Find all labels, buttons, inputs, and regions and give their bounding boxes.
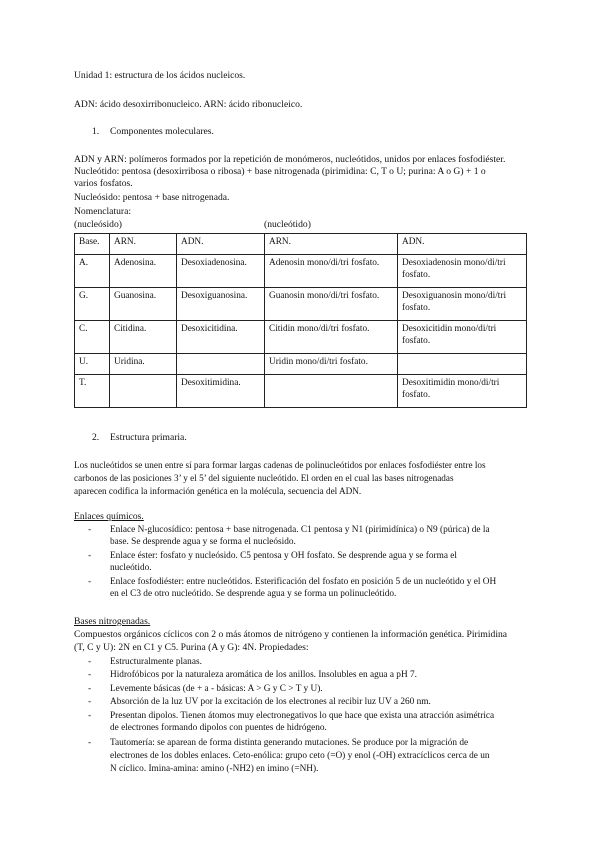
table-cell: Desoxitimidina.: [177, 375, 265, 408]
enlaces-item-line: base. Se desprende agua y se forma el nucleósido.: [110, 537, 296, 547]
bases-intro-line: (T, C y U): 2N en C1 y C5. Purina (A y G): 4N. Propiedades:: [74, 642, 309, 653]
table-row: [75, 321, 527, 354]
table-cell: Desoxiguanosina.: [177, 288, 265, 321]
table-cell: Citidina.: [110, 321, 177, 354]
enlaces-item-line: Enlace fosfodiéster: entre nucleótidos. Esterificación del fosfato en posición 5 de un nucleótido y el OH: [110, 577, 497, 587]
section1-line: Nomenclatura:: [74, 206, 132, 217]
nucleotido-label: (nucleótido): [264, 219, 311, 230]
table-cell: Uridina.: [110, 354, 177, 375]
table-cell: U.: [75, 354, 110, 375]
enlaces-heading: Enlaces químicos.: [74, 511, 144, 522]
table-row: [75, 288, 527, 321]
section1-line: Nucleótido: pentosa (desoxirribosa o ribosa) + base nitrogenada (pirimidina: C, T o U; purina: A o G) + 1 o: [74, 166, 486, 177]
table-header-cell: ADN.: [398, 234, 527, 255]
bullet-dash: -: [88, 683, 92, 694]
section1-line: varios fosfatos.: [74, 178, 133, 189]
table-cell: Desoxitimidin mono/di/tri fosfato.: [398, 375, 527, 408]
bases-item-line: Hidrofóbicos por la naturaleza aromática de los anillos. Insolubles en agua a pH 7.: [110, 670, 417, 680]
bases-item-line: Estructuralmente planas.: [110, 657, 202, 667]
bases-intro-line: Compuestos orgánicos cíclicos con 2 o más átomos de nitrógeno y contienen la información genética. Pirimidina: [74, 629, 508, 640]
table-header-cell: ADN.: [177, 234, 265, 255]
bases-item-line: Presentan dipolos. Tienen átomos muy electronegativos lo que hace que exista una atracción asimétrica: [110, 711, 495, 721]
bullet-dash: -: [88, 656, 92, 667]
enlaces-item-line: nucleótido.: [110, 563, 152, 573]
table-cell: Citidin mono/di/tri fosfato.: [265, 321, 398, 354]
table-cell: Uridin mono/di/tri fosfato.: [265, 354, 398, 375]
bullet-dash: -: [88, 524, 92, 535]
table-cell: G.: [75, 288, 110, 321]
table-cell: Guanosina.: [110, 288, 177, 321]
table-header-cell: Base.: [75, 234, 110, 255]
section1-line: Nucleósido: pentosa + base nitrogenada.: [74, 192, 230, 203]
section1-number: 1.: [92, 126, 100, 137]
table-cell: Desoxiadenosina.: [177, 255, 265, 288]
table-cell: [265, 375, 398, 408]
nomenclature-table: [74, 233, 527, 408]
bases-item-line: electrones de los dobles enlaces. Ceto-enólica: grupo ceto (=O) y enol (-OH) extracíclicos cerca de un: [110, 751, 490, 761]
definitions-line: ADN: ácido desoxirribonucleico. ARN: ácido ribonucleico.: [74, 99, 303, 110]
bullet-dash: -: [88, 696, 92, 707]
table-header-cell: ARN.: [265, 234, 398, 255]
bullet-dash: -: [88, 550, 92, 561]
bases-heading: Bases nitrogenadas.: [74, 616, 151, 627]
bases-item-line: Tautomería: se aparean de forma distinta generando mutaciones. Se produce por la migración de: [110, 738, 469, 748]
bases-item-line: de electrones formando dipolos con puentes de hidrógeno.: [110, 723, 327, 733]
table-cell: [398, 354, 527, 375]
section2-paragraph-line: carbonos de las posiciones 3’ y el 5’ del siguiente nucleótido. El orden en el cual las bases nitrogenadas: [74, 473, 454, 483]
table-cell: Adenosina.: [110, 255, 177, 288]
table-row: [75, 255, 527, 288]
table-cell: Desoxicitidina.: [177, 321, 265, 354]
enlaces-item-line: Enlace éster: fosfato y nucleósido. C5 pentosa y OH fosfato. Se desprende agua y se forma el: [110, 551, 457, 561]
table-header-row: [75, 234, 527, 255]
table-row: [75, 375, 527, 408]
bullet-dash: -: [88, 710, 92, 721]
enlaces-item-line: en el C3 de otro nucleótido. Se desprende agua y se forma un polinucleótido.: [110, 589, 397, 599]
section1-line: ADN y ARN: polímeros formados por la repetición de monómeros, nucleótidos, unidos por enlaces fosfodiéster.: [74, 154, 506, 165]
nucleosido-label: (nucleósido): [74, 219, 122, 230]
section2-paragraph-line: Los nucleótidos se unen entre sí para formar largas cadenas de polinucleótidos por enlaces fosfodiéster entre los: [74, 460, 486, 470]
bullet-dash: -: [88, 576, 92, 587]
table-cell: T.: [75, 375, 110, 408]
table-cell: A.: [75, 255, 110, 288]
table-cell: Guanosin mono/di/tri fosfato.: [265, 288, 398, 321]
section2-paragraph-line: aparecen codifica la información genética en la molécula, secuencia del ADN.: [74, 486, 362, 496]
section1-heading: Componentes moleculares.: [110, 126, 214, 137]
document-title: Unidad 1: estructura de los ácidos nucleicos.: [74, 70, 246, 81]
table-cell: Desoxiadenosin mono/di/tri fosfato.: [398, 255, 527, 288]
table-cell: Desoxiguanosin mono/di/tri fosfato.: [398, 288, 527, 321]
table-cell: [110, 375, 177, 408]
bases-item-line: Absorción de la luz UV por la excitación de los electrones al recibir luz UV a 260 nm.: [110, 697, 431, 707]
enlaces-item-line: Enlace N-glucosídico: pentosa + base nitrogenada. C1 pentosa y N1 (pirimidínica) o N9 (púrica) de la: [110, 525, 490, 535]
bullet-dash: -: [88, 669, 92, 680]
table-row: [75, 354, 527, 375]
section2-number: 2.: [92, 432, 100, 443]
bullet-dash: -: [88, 737, 92, 748]
section2-heading: Estructura primaria.: [110, 432, 187, 443]
bases-item-line: Levemente básicas (de + a - básicas: A > G y C > T y U).: [110, 684, 323, 694]
table-cell: Desoxicitidin mono/di/tri fosfato.: [398, 321, 527, 354]
table-cell: Adenosin mono/di/tri fosfato.: [265, 255, 398, 288]
table-cell: C.: [75, 321, 110, 354]
table-header-cell: ARN.: [110, 234, 177, 255]
bases-item-line: N cíclico. Imina-amina: amino (-NH2) en imino (=NH).: [110, 764, 319, 774]
table-cell: [177, 354, 265, 375]
